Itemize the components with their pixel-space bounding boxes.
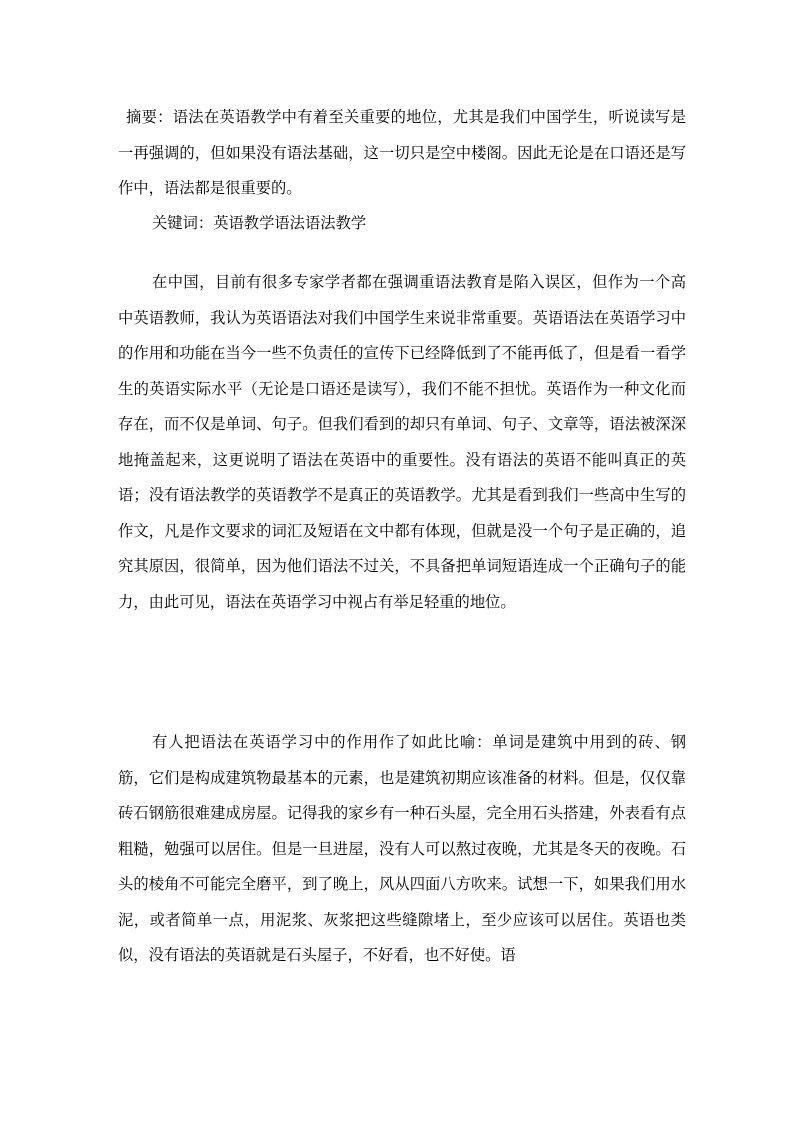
body-paragraph: 在中国，目前有很多专家学者都在强调重语法教育是陷入误区，但作为一个高中英语教师，我认为英语语法对我们中国学生来说非常重要。英语语法在英语学习中的作用和功能在当今一些不负责任的宣传下已经降低到了不能再低了，但是看一看学生的英语实际水平（无论是口语还是读写），我们不能不担忧。英语作为一种文化而存在，而不仅是单词、句子。但我们看到的却只有单词、句子、文章等，语法被深深地掩盖起来，这更说明了语法在英语中的重要性。没有语法的英语不能叫真正的英语；没有语法教学的英语教学不是真正的英语教学。尤其是看到我们一些高中生写的作文，凡是作文要求的词汇及短语在文中都有体现，但就是没一个句子是正确的，追究其原因，很简单，因为他们语法不过关，不具备把单词短语连成一个正确句子的能力，由此可见，语法在英语学习中视占有举足轻重的地位。 <box>118 273 686 611</box>
keywords-paragraph: 关键词：英语教学语法语法教学 <box>152 214 367 232</box>
abstract-paragraph: 摘要：语法在英语教学中有着至关重要的地位，尤其是我们中国学生，听说读写是一再强调的，但如果没有语法基础，这一切只是空中楼阁。因此无论是在口语还是写作中，语法都是很重要的。 <box>118 108 686 197</box>
body-paragraph: 有人把语法在英语学习中的作用作了如此比喻：单词是建筑中用到的砖、钢筋，它们是构成建筑物最基本的元素，也是建筑初期应该准备的材料。但是，仅仅靠砖石钢筋很难建成房屋。记得我的家乡有一种石头屋，完全用石头搭建，外表看有点粗糙，勉强可以居住。但是一旦进屋，没有人可以熬过夜晚，尤其是冬天的夜晚。石头的棱角不可能完全磨平，到了晚上，风从四面八方吹来。试想一下，如果我们用水泥，或者简单一点，用泥浆、灰浆把这些缝隙堵上，至少应该可以居住。英语也类似，没有语法的英语就是石头屋子，不好看，也不好使。语 <box>118 733 686 964</box>
